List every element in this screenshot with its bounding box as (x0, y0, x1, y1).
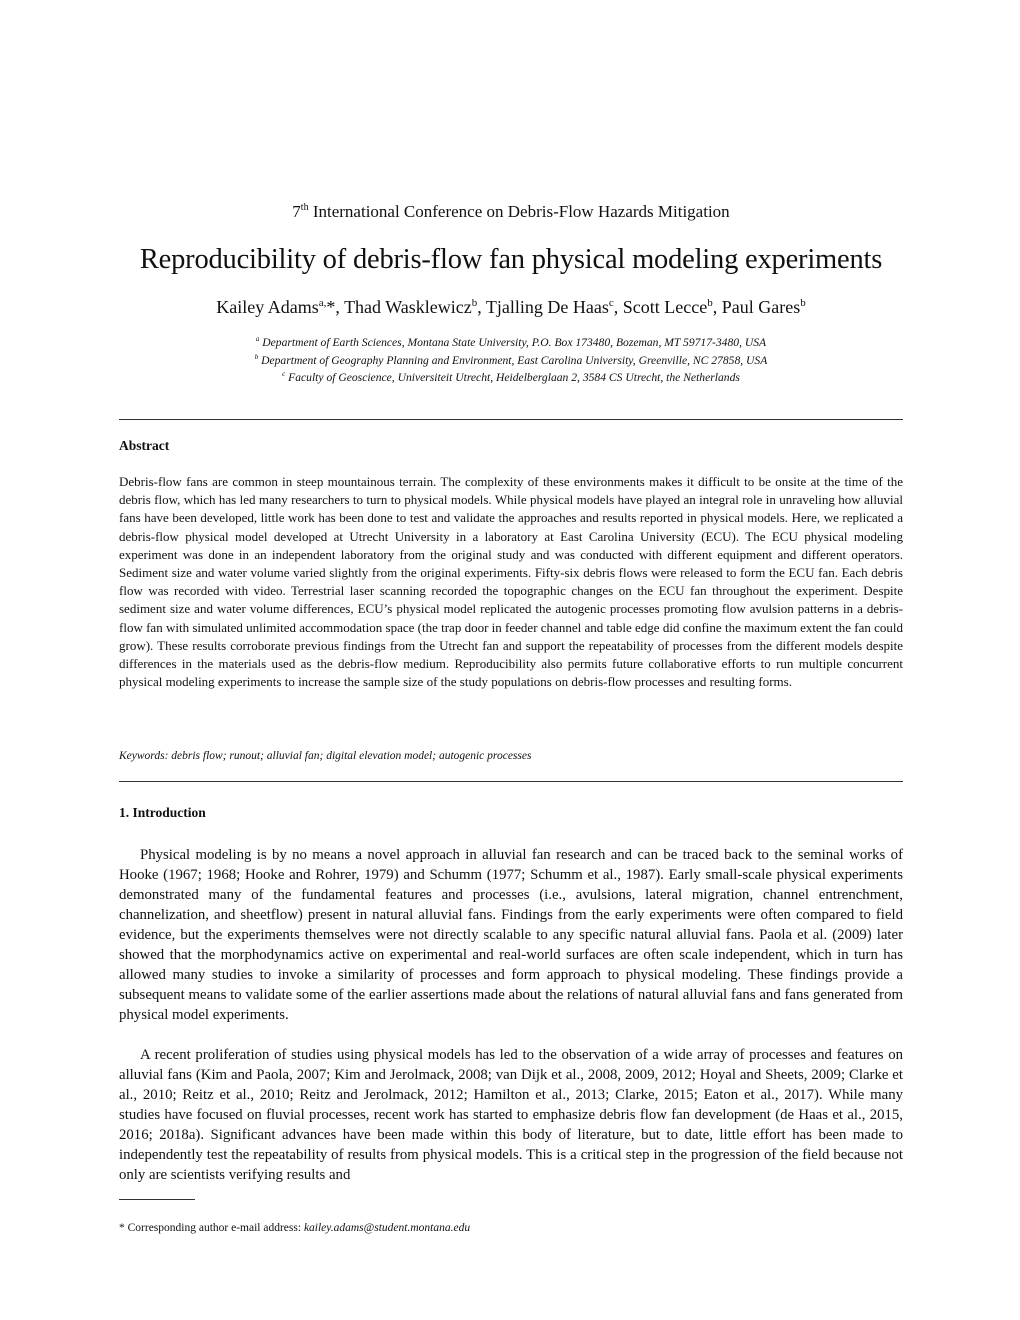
keywords-text: debris flow; runout; alluvial fan; digital elevation model; autogenic processes (171, 750, 532, 762)
author-list: Kailey Adams$^{a,}$*, Thad Wasklewicz$^b$, Tjalling De Haas$^c$, Scott Lecce$^b$, Paul Gares$^b$ (216, 297, 806, 317)
footnote-colon: : (297, 1222, 302, 1234)
author-sup: a, (318, 297, 327, 309)
abstract-text: Debris-flow fans are common in steep mountainous terrain. The complexity of these environments makes it difficult to be onsite at the time of the debris flow, which has led many researchers to turn to physical models. While physical models have played an integral role in unraveling how alluvial fans have been developed, little work has been done to test and validate the approaches and results reported in physical models. Here, we replicated a debris-flow physical model developed at Utrecht University in a laboratory at East Carolina University (ECU). The ECU physical modeling experiment was done in an independent laboratory from the original study and was conducted with different equipment and different operators. Sediment size and water volume varied slightly from the original experiments. Fifty-six debris flows were released to form the ECU fan. Each debris flow was recorded with video. Terrestrial laser scanning recorded the topographic changes on the ECU fan throughout the experiment. Despite sediment size and water volume differences, ECU’s physical model replicated the autogenic processes promoting flow avulsion patterns in a debris-flow fan with simulated unlimited accommodation space (the trap door in feeder channel and table edge did confine the maximum extent the fan could grow). These results corroborate previous findings from the Utrecht fan and support the repeatability of processes from the different models despite differences in the materials used as the debris-flow medium. Reproducibility also permits future collaborative efforts to run multiple concurrent physical modeling experiments to increase the sample size of the study populations on debris-flow processes and resulting forms. (119, 474, 903, 690)
corresponding-mark: * (326, 297, 336, 317)
paper-title: Reproducibility of debris-flow fan physical modeling experiments (139, 244, 883, 275)
footnote-email[interactable]: kailey.adams@student.montana.edu (303, 1222, 471, 1234)
introduction-heading: 1. Introduction (119, 805, 206, 820)
author-sup: c (608, 297, 614, 309)
author-name: Paul Gares (721, 297, 801, 317)
author-sup: b (800, 297, 806, 309)
author-name: Scott Lecce (622, 297, 708, 317)
section-divider (119, 781, 903, 782)
footnote (119, 1222, 470, 1234)
footnote-divider (119, 1199, 195, 1200)
conference-ordinal-suffix: th (300, 202, 309, 213)
affiliation (119, 354, 903, 367)
body-paragraph: Physical modeling is by no means a novel approach in alluvial fan research and can be traced back to the seminal works of Hooke (1967; 1968; Hooke and Rohrer, 1979) and Schumm (1977; Schumm et al., 1987). Early small-scale physical experiments demonstrated many of the fundamental features and processes (i.e., avulsions, lateral migration, channel entrenchment, channelization, and sheetflow) present in natural alluvial fans. Findings from the early experiments were often compared to field evidence, but the experiments themselves were not directly scalable to any specific natural alluvial fans. Paola et al. (2009) later showed that the morphodynamics active on experimental and real-world surfaces are often scale independent, which in turn has allowed many studies to invoke a similarity of processes and form approach to physical modeling. These findings provide a subsequent means to validate some of the earlier assertions made about the relations of natural alluvial fans and fans generated from physical model experiments. (119, 847, 903, 1023)
affiliation (119, 336, 903, 349)
footnote-label: * Corresponding author e-mail address (119, 1222, 298, 1234)
affiliation-text: Faculty of Geoscience, Universiteit Utrecht, Heidelberglaan 2, 3584 CS Utrecht, the Netherlands (288, 371, 740, 384)
author-name: Tjalling De Haas (485, 297, 609, 317)
affiliation-text: Department of Geography Planning and Environment, East Carolina University, Greenville, NC 27858, USA (261, 354, 768, 367)
conference-header (119, 202, 903, 222)
affiliation-text: Department of Earth Sciences, Montana State University, P.O. Box 173480, Bozeman, MT 59717-3480, USA (262, 336, 767, 349)
conference-name: International Conference on Debris-Flow Hazards Mitigation (312, 202, 730, 221)
section-divider (119, 419, 903, 420)
keywords (119, 750, 903, 762)
keywords-label: Keywords: (119, 750, 169, 762)
conference-ordinal: 7 (292, 202, 301, 221)
author-sup: b (471, 297, 478, 309)
affiliation-sup: c (282, 370, 286, 378)
author-sup: b (707, 297, 713, 309)
author-name: Kailey Adams (216, 297, 319, 317)
author-name: Thad Wasklewicz (344, 297, 472, 317)
body-paragraph: A recent proliferation of studies using physical models has led to the observation of a wide array of processes and features on alluvial fans (Kim and Paola, 2007; Kim and Jerolmack, 2008; van Dijk et al., 2008, 2009, 2012; Hoyal and Sheets, 2009; Clarke et al., 2010; Reitz et al., 2010; Reitz and Jerolmack, 2012; Hamilton et al., 2013; Clarke, 2015; Eaton et al., 2017). While many studies have focused on fluvial processes, recent work has started to emphasize debris flow fan development (de Haas et al., 2015, 2016; 2018a). Significant advances have been made within this body of literature, but to date, little effort has been made to independently test the repeatability of results from physical models. This is a critical step in the progression of the field because not only are scientists verifying results and (119, 1047, 903, 1183)
affiliation (119, 371, 903, 384)
abstract-heading: Abstract (119, 438, 170, 453)
affiliation-sup: b (254, 353, 259, 361)
affiliation-sup: a (255, 335, 260, 343)
